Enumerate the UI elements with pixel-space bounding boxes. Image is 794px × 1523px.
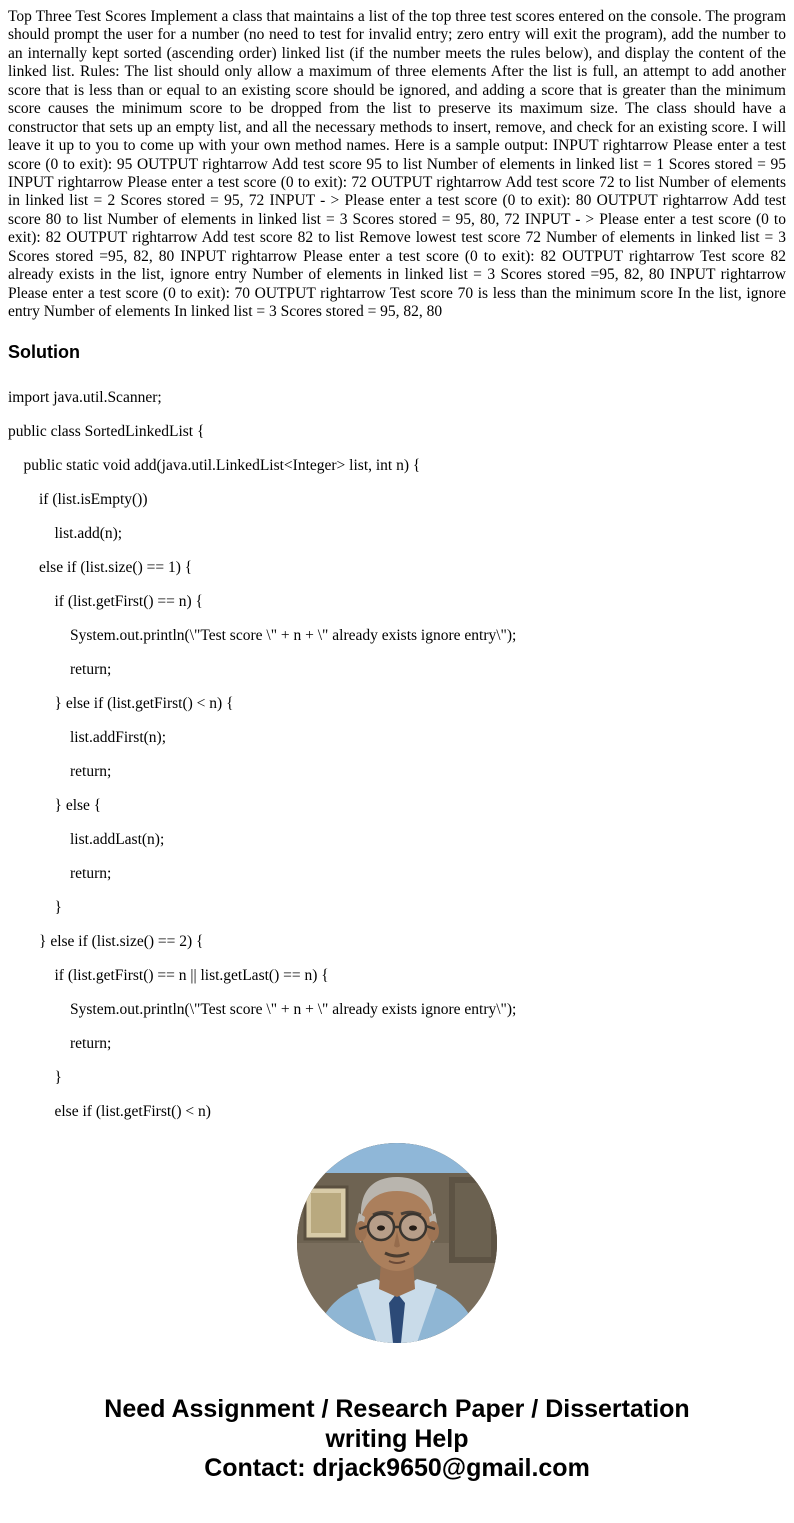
code-line: public static void add(java.util.LinkedList<Integer> list, int n) { bbox=[8, 457, 421, 475]
code-line: list.add(n); bbox=[8, 525, 123, 543]
code-line: } else if (list.getFirst() < n) { bbox=[8, 695, 234, 713]
code-line: list.addLast(n); bbox=[8, 831, 165, 849]
code-line: } else if (list.size() == 2) { bbox=[8, 933, 204, 951]
code-line: public class SortedLinkedList { bbox=[8, 423, 205, 441]
footer-contact bbox=[8, 1395, 786, 1508]
code-line: list.addFirst(n); bbox=[8, 729, 167, 747]
code-line: } bbox=[8, 899, 62, 917]
code-line: if (list.isEmpty()) bbox=[8, 491, 148, 509]
question-text: Top Three Test Scores Implement a class that maintains a list of the top three test scores entered on the console. The program should prompt the user for a number (no need to test for invalid entry; zero entry will exit the program), add the number to an internally kept sorted (ascending order) linked list (if the number meets the rules below), and display the content of the linked list. Rules: The list should only allow a maximum of three elements After the list is full, an attempt to add another score that is less than or equal to an existing score should be ignored, and adding a score that is greater than the minimum score causes the minimum score to be dropped from the list to preserve its maximum size. The class should have a constructor that sets up an empty list, and all the necessary methods to insert, remove, and check for an existing score. I will leave it up to you to come up with your own method names. Here is a sample output: INPUT rightarrow Please enter a test score (0 to exit): 95 OUTPUT rightarrow Add test score 95 to list Number of elements in linked list = 1 Scores stored = 95 INPUT rightarrow Please enter a test score (0 to exit): 72 OUTPUT rightarrow Add test score 72 to list Number of elements in linked list = 2 Scores stored = 95, 72 INPUT - > Please enter a test score (0 to exit): 80 OUTPUT rightarrow Add test score 80 to list Number of elements in linked list = 3 Scores stored = 95, 80, 72 INPUT - > Please enter a test score (0 to exit): 82 OUTPUT rightarrow Add test score 82 to list Remove lowest test score 72 Number of elements in linked list = 3 Scores stored =95, 82, 80 INPUT rightarrow Please enter a test score (0 to exit): 82 OUTPUT rightarrow Test score 82 already exists in the list, ignore entry Number of elements in linked list = 3 Scores stored =95, 82, 80 INPUT rightarrow Please enter a test score (0 to exit): 70 OUTPUT rightarrow Test score 70 is less than the minimum score In the list, ignore entry Number of elements In linked list = 3 Scores stored = 95, 82, 80 bbox=[8, 8, 786, 320]
code-line: } else { bbox=[8, 797, 102, 815]
code-line: System.out.println(\"Test score \" + n + \" already exists ignore entry\"); bbox=[8, 627, 517, 645]
code-line: } bbox=[8, 1069, 62, 1087]
code-line: if (list.getFirst() == n || list.getLast() == n) { bbox=[8, 967, 329, 985]
code-line: return; bbox=[8, 661, 112, 679]
solution-code-block bbox=[8, 381, 786, 1129]
code-line: return; bbox=[8, 1035, 112, 1053]
footer-line-3: Contact: drjack9650@gmail.com bbox=[204, 1454, 590, 1483]
code-line: else if (list.size() == 1) { bbox=[8, 559, 193, 577]
avatar-container bbox=[8, 1143, 786, 1343]
code-line: return; bbox=[8, 865, 112, 883]
portrait-photo bbox=[297, 1143, 497, 1343]
footer-line-2: writing Help bbox=[325, 1424, 469, 1453]
avatar bbox=[297, 1143, 497, 1343]
solution-heading: Solution bbox=[8, 342, 80, 363]
code-line: else if (list.getFirst() < n) bbox=[8, 1103, 211, 1121]
code-line: System.out.println(\"Test score \" + n + \" already exists ignore entry\"); bbox=[8, 1001, 517, 1019]
code-line: if (list.getFirst() == n) { bbox=[8, 593, 203, 611]
footer-line-1: Need Assignment / Research Paper / Dissertation bbox=[104, 1395, 690, 1424]
code-line: return; bbox=[8, 763, 112, 781]
code-line: import java.util.Scanner; bbox=[8, 389, 162, 407]
